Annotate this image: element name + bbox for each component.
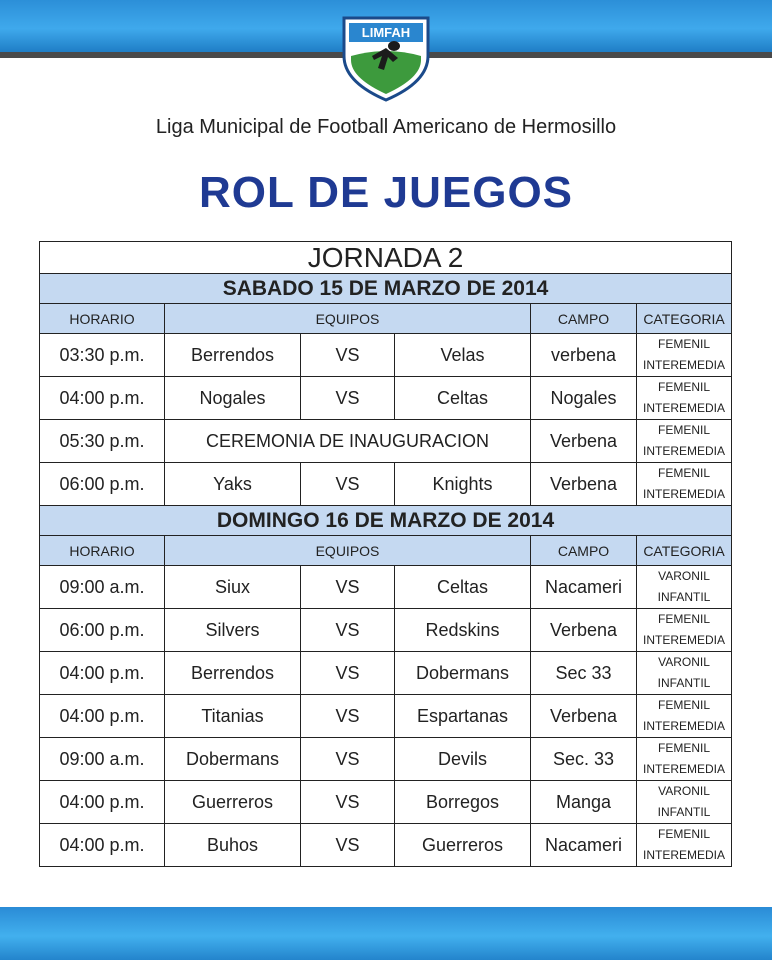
page-title: ROL DE JUEGOS — [198, 168, 574, 217]
game-away-team: Knights — [395, 463, 531, 506]
category-level: INTEREMEDIA — [643, 358, 726, 372]
game-vs: VS — [301, 566, 395, 609]
game-field: Nacameri — [531, 566, 637, 609]
header-row — [40, 304, 732, 334]
game-row — [40, 738, 732, 781]
category-level: INTEREMEDIA — [643, 487, 726, 501]
bottom-banner — [0, 907, 772, 960]
game-away-team: Guerreros — [395, 824, 531, 867]
logo-wordmark: LIMFAH — [361, 25, 411, 40]
game-category — [637, 334, 732, 377]
game-home-team: Siux — [165, 566, 301, 609]
game-home-team: Berrendos — [165, 334, 301, 377]
game-category — [637, 609, 732, 652]
game-field: Nacameri — [531, 824, 637, 867]
game-category — [637, 463, 732, 506]
game-away-team: Celtas — [395, 377, 531, 420]
category-level: INTEREMEDIA — [643, 633, 726, 647]
game-vs: VS — [301, 463, 395, 506]
game-category — [637, 652, 732, 695]
jornada-label: JORNADA 2 — [40, 242, 732, 274]
day-label: SABADO 15 DE MARZO DE 2014 — [40, 274, 732, 304]
category-level: INFANTIL — [657, 590, 711, 604]
category-gender: VARONIL — [658, 655, 710, 669]
game-vs: VS — [301, 738, 395, 781]
game-row — [40, 566, 732, 609]
game-category — [637, 420, 732, 463]
header-campo: CAMPO — [531, 304, 637, 334]
header-row — [40, 536, 732, 566]
game-home-team: Titanias — [165, 695, 301, 738]
game-event: CEREMONIA DE INAUGURACION — [165, 420, 531, 463]
game-away-team: Dobermans — [395, 652, 531, 695]
category-level: INTEREMEDIA — [643, 762, 726, 776]
game-away-team: Redskins — [395, 609, 531, 652]
game-away-team: Celtas — [395, 566, 531, 609]
game-home-team: Silvers — [165, 609, 301, 652]
game-category — [637, 566, 732, 609]
limfah-logo — [338, 12, 434, 104]
game-field: Nogales — [531, 377, 637, 420]
category-level: INTEREMEDIA — [643, 444, 726, 458]
game-time: 04:00 p.m. — [40, 781, 165, 824]
game-vs: VS — [301, 781, 395, 824]
game-category — [637, 738, 732, 781]
header-horario: HORARIO — [40, 536, 165, 566]
game-vs: VS — [301, 609, 395, 652]
day-label: DOMINGO 16 DE MARZO DE 2014 — [40, 506, 732, 536]
day-row — [40, 274, 732, 304]
category-gender: FEMENIL — [658, 698, 711, 712]
game-field: Verbena — [531, 609, 637, 652]
category-level: INFANTIL — [657, 676, 711, 690]
game-vs: VS — [301, 824, 395, 867]
header-categoria: CATEGORIA — [637, 304, 732, 334]
game-time: 06:00 p.m. — [40, 609, 165, 652]
game-time: 06:00 p.m. — [40, 463, 165, 506]
game-field: Verbena — [531, 463, 637, 506]
category-level: INTEREMEDIA — [643, 848, 726, 862]
header-equipos: EQUIPOS — [165, 304, 531, 334]
category-gender: FEMENIL — [658, 466, 711, 480]
jornada-row — [40, 242, 732, 274]
league-name: Liga Municipal de Football Americano de Hermosillo — [155, 116, 617, 138]
game-home-team: Yaks — [165, 463, 301, 506]
game-field: Manga — [531, 781, 637, 824]
game-field: verbena — [531, 334, 637, 377]
category-gender: FEMENIL — [658, 380, 711, 394]
category-level: INTEREMEDIA — [643, 401, 726, 415]
game-away-team: Espartanas — [395, 695, 531, 738]
game-category — [637, 695, 732, 738]
game-category — [637, 377, 732, 420]
game-field: Sec. 33 — [531, 738, 637, 781]
game-home-team: Guerreros — [165, 781, 301, 824]
game-row — [40, 463, 732, 506]
game-row — [40, 334, 732, 377]
category-gender: FEMENIL — [658, 827, 711, 841]
game-home-team: Dobermans — [165, 738, 301, 781]
game-row — [40, 781, 732, 824]
category-gender: VARONIL — [658, 784, 710, 798]
game-field: Sec 33 — [531, 652, 637, 695]
game-away-team: Velas — [395, 334, 531, 377]
day-row — [40, 506, 732, 536]
game-home-team: Nogales — [165, 377, 301, 420]
game-vs: VS — [301, 334, 395, 377]
game-time: 09:00 a.m. — [40, 566, 165, 609]
category-gender: VARONIL — [658, 569, 710, 583]
game-field: Verbena — [531, 420, 637, 463]
game-category — [637, 824, 732, 867]
category-level: INFANTIL — [657, 805, 711, 819]
category-level: INTEREMEDIA — [643, 719, 726, 733]
game-row — [40, 652, 732, 695]
game-away-team: Devils — [395, 738, 531, 781]
game-vs: VS — [301, 695, 395, 738]
category-gender: FEMENIL — [658, 423, 711, 437]
schedule-table — [39, 241, 732, 867]
game-time: 04:00 p.m. — [40, 652, 165, 695]
header-categoria: CATEGORIA — [637, 536, 732, 566]
header-campo: CAMPO — [531, 536, 637, 566]
game-away-team: Borregos — [395, 781, 531, 824]
game-home-team: Berrendos — [165, 652, 301, 695]
game-time: 09:00 a.m. — [40, 738, 165, 781]
game-row — [40, 695, 732, 738]
game-field: Verbena — [531, 695, 637, 738]
game-time: 04:00 p.m. — [40, 824, 165, 867]
game-vs: VS — [301, 377, 395, 420]
game-row — [40, 377, 732, 420]
header-horario: HORARIO — [40, 304, 165, 334]
game-home-team: Buhos — [165, 824, 301, 867]
game-time: 04:00 p.m. — [40, 377, 165, 420]
category-gender: FEMENIL — [658, 612, 711, 626]
game-category — [637, 781, 732, 824]
game-row — [40, 420, 732, 463]
game-row — [40, 609, 732, 652]
game-time: 04:00 p.m. — [40, 695, 165, 738]
game-row — [40, 824, 732, 867]
category-gender: FEMENIL — [658, 337, 711, 351]
game-time: 03:30 p.m. — [40, 334, 165, 377]
game-time: 05:30 p.m. — [40, 420, 165, 463]
game-vs: VS — [301, 652, 395, 695]
header-equipos: EQUIPOS — [165, 536, 531, 566]
category-gender: FEMENIL — [658, 741, 711, 755]
